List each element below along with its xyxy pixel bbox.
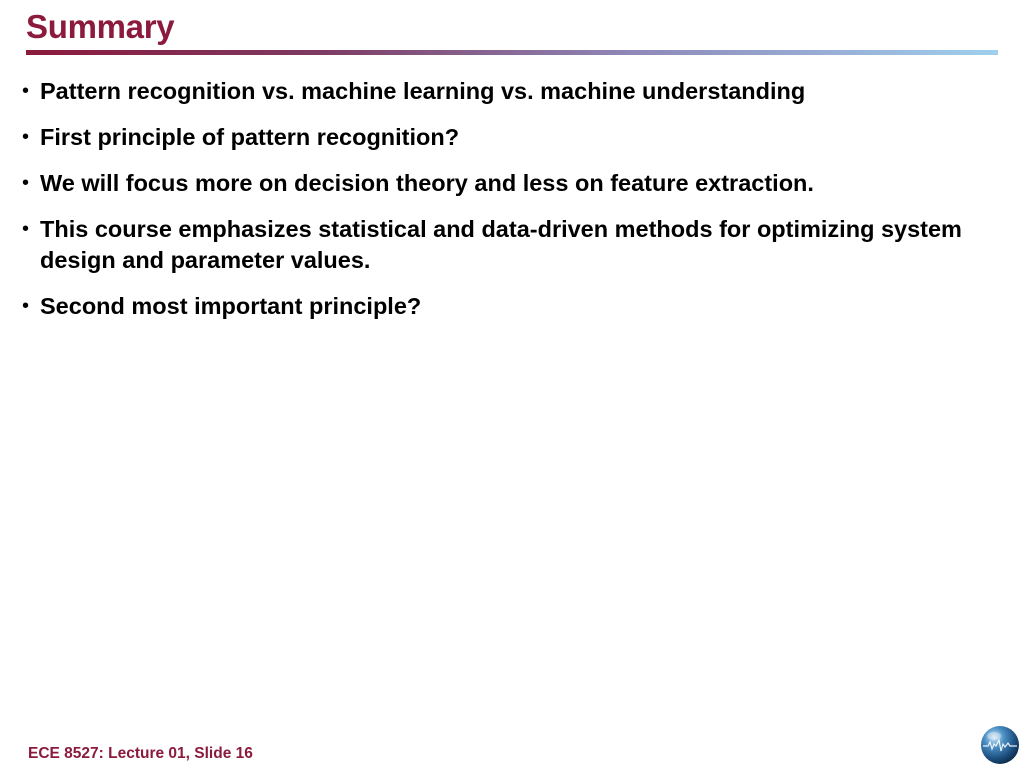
bullet-text: This course emphasizes statistical and data-driven methods for optimizing system design and parameter values.: [40, 216, 962, 273]
title-divider: [26, 50, 998, 55]
bullet-text: We will focus more on decision theory and less on feature extraction.: [40, 170, 814, 196]
bullet-list: [20, 76, 980, 337]
bullet-item: [20, 168, 980, 199]
bullet-text: First principle of pattern recognition?: [40, 124, 460, 150]
bullet-item: [20, 76, 980, 107]
bullet-item: [20, 122, 980, 153]
globe-logo-icon: [980, 725, 1020, 765]
bullet-item: [20, 214, 980, 276]
bullet-text: Second most important principle?: [40, 293, 422, 319]
bullet-dot: •: [22, 295, 30, 317]
bullet-item: [20, 291, 980, 322]
bullet-dot: •: [22, 172, 30, 194]
bullet-text: Pattern recognition vs. machine learning vs. machine understanding: [40, 78, 806, 104]
bullet-dot: •: [22, 218, 30, 240]
slide-footer: ECE 8527: Lecture 01, Slide 16: [28, 745, 253, 762]
bullet-dot: •: [22, 126, 30, 148]
bullet-dot: •: [22, 80, 30, 102]
slide-title: Summary: [26, 8, 175, 45]
